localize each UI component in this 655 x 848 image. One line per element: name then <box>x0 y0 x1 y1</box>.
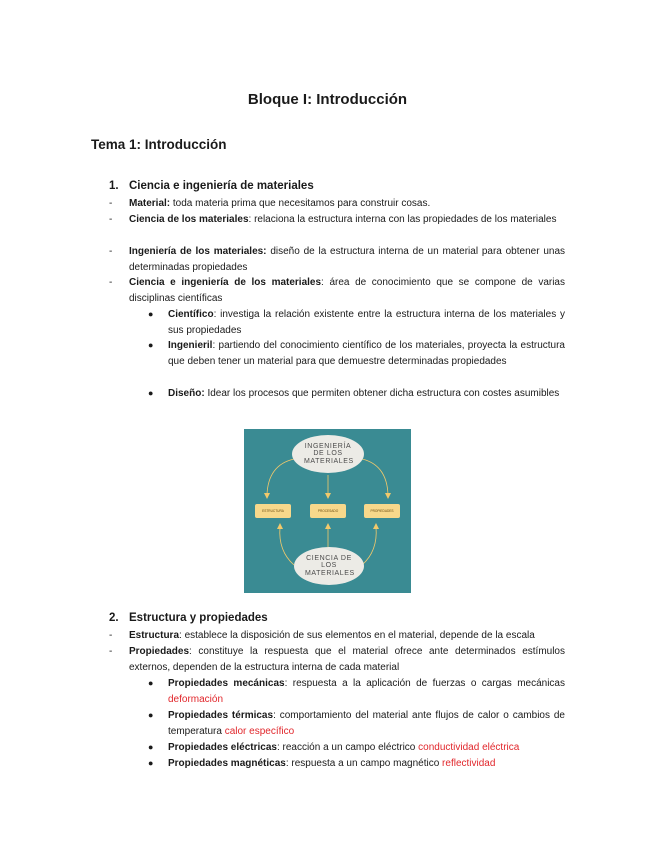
bullet-icon: ● <box>148 388 154 398</box>
arrow-top-right <box>362 459 388 495</box>
item-text: : área de conocimiento que se compone de varias disciplinas científicas <box>129 277 565 304</box>
item-text: : relaciona la estructura interna con las propiedades de los materiales <box>248 214 557 225</box>
bottom-cloud <box>294 547 364 585</box>
bullet-icon: ● <box>148 309 154 319</box>
item-term: Diseño: <box>168 388 205 399</box>
box-label: PROCESADO <box>317 509 339 513</box>
materials-diagram <box>244 429 411 593</box>
bullet-icon: ● <box>148 678 154 688</box>
item-term: Ciencia de los materiales <box>129 214 249 225</box>
section-1-title: Ciencia e ingeniería de materiales <box>129 180 314 192</box>
list-item: - Ciencia e ingeniería de los materiales: área de conocimiento que se compone de varias disciplinas científicas <box>109 277 565 304</box>
highlight-term: calor específico <box>224 725 295 737</box>
section-2-title: Estructura y propiedades <box>129 612 268 624</box>
sub-list-item <box>148 708 565 740</box>
highlight-term: reflectividad <box>442 758 496 769</box>
item-text: : respuesta a un campo magnético <box>285 758 440 769</box>
arrow-bottom-left <box>280 527 294 565</box>
item-term: Propiedades magnéticas <box>168 758 286 769</box>
sub-list-item <box>148 386 565 402</box>
bullet-icon: ● <box>148 758 154 768</box>
document-title: Bloque I: Introducción <box>247 91 408 108</box>
arrow-top-left <box>267 459 294 495</box>
item-term: Material: <box>129 198 171 209</box>
arrow-bottom-right <box>362 527 376 565</box>
item-text: : reacción a un campo eléctrico <box>276 742 416 753</box>
item-text: : comportamiento del material ante flujos de calor o cambios de temperatura <box>168 710 565 737</box>
item-term: Ciencia e ingeniería de los materiales <box>129 277 322 288</box>
item-term: Propiedades mecánicas <box>168 678 285 689</box>
box-label: PROPIEDADES <box>370 509 394 513</box>
tema-heading: Tema 1: Introducción <box>91 137 227 152</box>
section-1-number: 1. <box>109 180 119 192</box>
list-item: - Propiedades: constituye la respuesta que el material ofrece ante determinados estímulos externos, dependen de la estructura interna de cada material <box>109 646 565 673</box>
list-item: - Estructura: establece la disposición de sus elementos en el material, depende de la escala <box>109 630 535 641</box>
box-estructura <box>255 504 291 518</box>
item-term: Propiedades térmicas <box>168 710 274 721</box>
top-cloud <box>292 435 364 473</box>
box-propiedades <box>364 504 400 518</box>
bullet-icon: ● <box>148 710 154 720</box>
top-cloud-label: INGENIERÍA DE LOS MATERIALES <box>304 442 354 465</box>
item-text: diseño de la estructura interna de un material para obtener unas determinadas propiedades <box>129 246 566 273</box>
bullet-icon: ● <box>148 742 154 752</box>
item-term: Propiedades eléctricas <box>168 742 277 753</box>
sub-list-item <box>148 676 565 708</box>
item-text: : constituye la respuesta que el material ofrece ante determinados estímulos externos, dependen de la estructura interna de cada material <box>129 646 565 673</box>
bottom-cloud-label: CIENCIA DE LOS MATERIALES <box>305 554 355 577</box>
box-label: ESTRUCTURA <box>262 509 284 513</box>
item-text: : investiga la relación existente entre la estructura interna de los materiales y sus propiedades <box>168 309 565 336</box>
highlight-term: conductividad eléctrica <box>418 742 520 753</box>
section-2-heading <box>109 612 268 624</box>
bullet-icon: ● <box>148 340 154 350</box>
section-2-number: 2. <box>109 612 119 624</box>
sub-list-item <box>148 756 565 772</box>
list-item: - Material: toda materia prima que necesitamos para construir cosas. <box>109 198 431 209</box>
item-text: : establece la disposición de sus elementos en el material, depende de la escala <box>179 630 535 641</box>
box-procesado <box>310 504 346 518</box>
item-text: Idear los procesos que permiten obtener dicha estructura con costes asumibles <box>204 388 560 399</box>
section-1-heading <box>109 180 314 192</box>
sub-list-item <box>148 740 565 756</box>
list-item: - Ingeniería de los materiales: diseño de la estructura interna de un material para obtener unas determinadas propiedades <box>109 246 566 273</box>
item-text: toda materia prima que necesitamos para construir cosas. <box>170 198 431 209</box>
item-text: : partiendo del conocimiento científico de los materiales, proyecta la estructura que deben tener un material para que demuestre determinadas propiedades <box>168 340 565 367</box>
item-term: Ingeniería de los materiales: <box>129 246 267 257</box>
item-term: Ingenieril <box>168 340 213 351</box>
item-text: : respuesta a la aplicación de fuerzas o cargas mecánicas <box>284 678 565 689</box>
sub-list-item <box>148 338 565 370</box>
item-term: Propiedades <box>129 646 190 657</box>
highlight-term: deformación <box>168 693 224 705</box>
item-term: Estructura <box>129 630 180 641</box>
list-item: - Ciencia de los materiales: relaciona la estructura interna con las propiedades de los materiales <box>109 214 557 225</box>
sub-list-item <box>148 307 565 339</box>
item-term: Científico <box>168 309 214 320</box>
